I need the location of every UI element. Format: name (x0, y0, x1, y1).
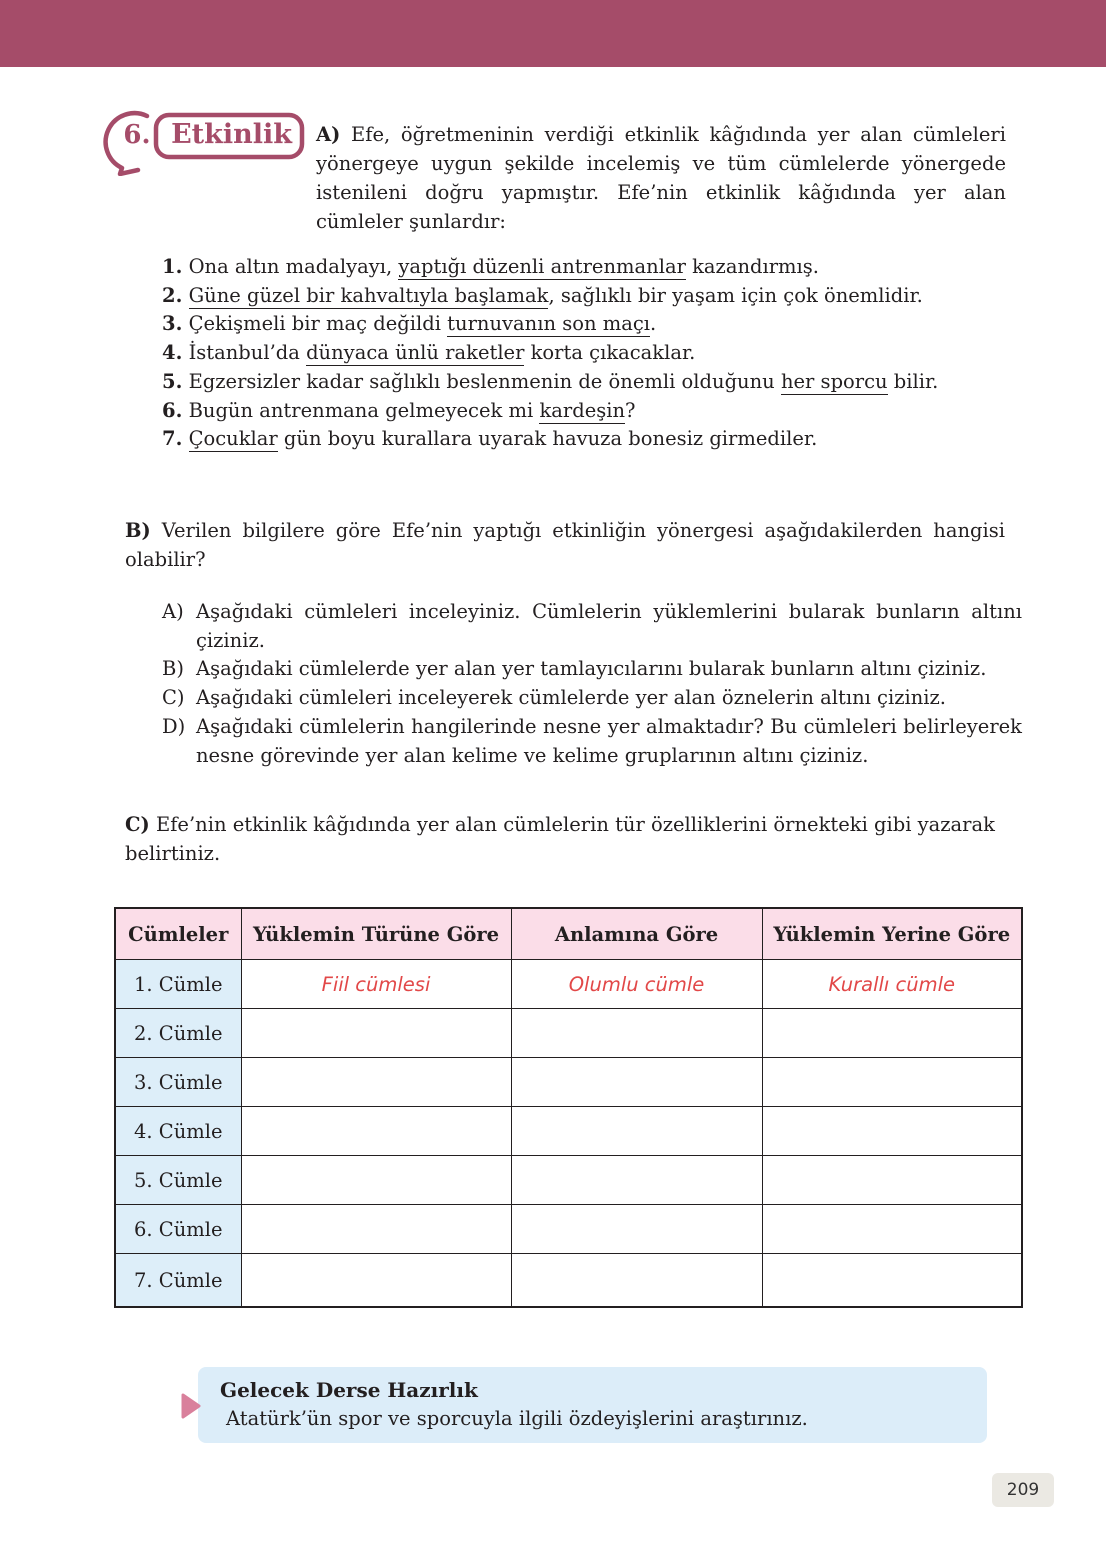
sentence-item (162, 368, 1062, 397)
answer-option-a[interactable] (162, 598, 1022, 655)
table-row (115, 1156, 1022, 1205)
answer-cell[interactable] (511, 1156, 762, 1205)
answer-cell[interactable] (511, 1254, 762, 1308)
row-label: 2. Cümle (115, 1009, 241, 1058)
sentence-number: 2. (162, 283, 183, 307)
answer-cell[interactable]: Kurallı cümle (762, 960, 1022, 1009)
answer-cell[interactable] (241, 1009, 511, 1058)
sentence-item (162, 253, 1062, 282)
sentence-number: 6. (162, 398, 183, 422)
underlined-phrase: her sporcu (780, 369, 888, 393)
answer-cell[interactable] (241, 1254, 511, 1308)
sentence-text: korta çıkacaklar. (524, 341, 696, 365)
sentence-list (162, 253, 1062, 454)
activity-badge (92, 110, 307, 176)
sentence-number: 4. (162, 341, 183, 365)
sentence-number: 5. (162, 369, 183, 393)
sentence-item (162, 425, 1062, 454)
answer-option-c[interactable] (162, 684, 1022, 713)
answer-cell[interactable] (511, 1009, 762, 1058)
answer-cell[interactable] (762, 1107, 1022, 1156)
sentence-item (162, 397, 1062, 426)
activity-number: 6. (123, 120, 151, 150)
sentence-item (162, 339, 1062, 368)
intro-prefix: A) (316, 123, 341, 146)
answer-options (162, 598, 1022, 770)
sentence-text: gün boyu kurallara uyarak havuza bonesiz girmediler. (277, 427, 818, 451)
play-arrow-icon (180, 1392, 202, 1420)
underlined-phrase: turnuvanın son maçı (447, 312, 650, 336)
underlined-phrase: yaptığı düzenli antrenmanlar (398, 255, 686, 278)
intro-text: Efe, öğretmeninin verdiği etkinlik kâğıdında yer alan cümleleri yönergeye uygun şekilde incelemiş ve tüm cümlelerde yönergede istenileni doğru yapmıştır. Efe’nin etkinlik kâğıdında yer alan cümleler şunlardır: (316, 123, 1006, 233)
part-b-question (125, 516, 1005, 574)
table-header: Cümleler (115, 908, 241, 960)
sentence-text: kazandırmış. (685, 255, 819, 278)
row-label: 5. Cümle (115, 1156, 241, 1205)
activity-label: Etkinlik (171, 119, 292, 150)
sentence-text: Bugün antrenmana gelmeyecek mi (188, 398, 540, 422)
table-row (115, 1058, 1022, 1107)
answer-cell[interactable]: Olumlu cümle (511, 960, 762, 1009)
option-text: Aşağıdaki cümlelerin hangilerinde nesne yer almaktadır? Bu cümleleri belirleyerek nesne görevinde yer alan kelime ve kelime gruplarının altını çiziniz. (196, 714, 1022, 767)
next-lesson-text: Atatürk’ün spor ve sporcuyla ilgili özdeyişlerini araştırınız. (226, 1407, 808, 1430)
part-c-instruction (125, 810, 1015, 868)
sentence-text: Ona altın madalyayı, (188, 255, 399, 278)
sentence-text: İstanbul’da (188, 341, 307, 365)
option-letter: D) (162, 714, 186, 738)
answer-cell[interactable] (241, 1156, 511, 1205)
answer-cell[interactable] (241, 1205, 511, 1254)
option-text: Aşağıdaki cümleleri inceleyerek cümlelerde yer alan öznelerin altını çiziniz. (196, 686, 946, 710)
answer-cell[interactable] (511, 1205, 762, 1254)
underlined-phrase: Güne güzel bir kahvaltıyla başlamak (188, 283, 549, 307)
underlined-phrase: kardeşin (539, 398, 626, 422)
row-label: 7. Cümle (115, 1254, 241, 1308)
table-row (115, 1205, 1022, 1254)
table-header: Yüklemin Yerine Göre (762, 908, 1022, 960)
table-header: Anlamına Göre (511, 908, 762, 960)
table-row (115, 960, 1022, 1009)
part-b-text: Verilen bilgilere göre Efe’nin yaptığı etkinliğin yönergesi aşağıdakilerden hangisi olabilir? (125, 519, 1005, 571)
row-label: 3. Cümle (115, 1058, 241, 1107)
sentence-number: 1. (162, 255, 183, 278)
answer-option-d[interactable] (162, 713, 1022, 770)
answer-cell[interactable] (762, 1009, 1022, 1058)
sentence-type-table (114, 907, 1023, 1308)
sentence-number: 7. (162, 427, 183, 451)
answer-cell[interactable] (241, 1107, 511, 1156)
sentence-text: Çekişmeli bir maç değildi (188, 312, 448, 336)
answer-cell[interactable] (241, 1058, 511, 1107)
answer-cell[interactable] (762, 1058, 1022, 1107)
part-b-prefix: B) (125, 519, 151, 542)
option-text: Aşağıdaki cümlelerde yer alan yer tamlayıcılarını bularak bunların altını çiziniz. (196, 657, 987, 681)
underlined-phrase: Çocuklar (188, 427, 278, 451)
answer-cell[interactable] (762, 1205, 1022, 1254)
sentence-text: . (649, 312, 657, 336)
sentence-item (162, 282, 1062, 311)
row-label: 6. Cümle (115, 1205, 241, 1254)
answer-cell[interactable] (511, 1058, 762, 1107)
option-letter: B) (162, 657, 184, 681)
next-lesson-title: Gelecek Derse Hazırlık (220, 1378, 478, 1402)
page-number: 209 (992, 1473, 1054, 1507)
option-text: Aşağıdaki cümleleri inceleyiniz. Cümlelerin yüklemlerini bularak bunların altını çiziniz. (196, 600, 1022, 652)
top-banner (0, 0, 1106, 67)
option-letter: C) (162, 686, 185, 710)
table-header: Yüklemin Türüne Göre (241, 908, 511, 960)
intro-paragraph (316, 120, 1006, 236)
sentence-item (162, 310, 1062, 339)
sentence-text: bilir. (887, 369, 939, 393)
row-label: 1. Cümle (115, 960, 241, 1009)
sentence-text: , sağlıklı bir yaşam için çok önemlidir. (548, 283, 923, 307)
table-row (115, 1107, 1022, 1156)
answer-option-b[interactable] (162, 655, 1022, 684)
option-letter: A) (162, 600, 184, 623)
sentence-text: Egzersizler kadar sağlıklı beslenmenin de önemli olduğunu (188, 369, 781, 393)
answer-cell[interactable]: Fiil cümlesi (241, 960, 511, 1009)
table-header-row (115, 908, 1022, 960)
sentence-text: ? (625, 398, 636, 422)
answer-cell[interactable] (762, 1156, 1022, 1205)
sentence-number: 3. (162, 312, 183, 336)
answer-cell[interactable] (511, 1107, 762, 1156)
underlined-phrase: dünyaca ünlü raketler (306, 341, 525, 365)
table-row (115, 1254, 1022, 1308)
row-label: 4. Cümle (115, 1107, 241, 1156)
part-c-prefix: C) (125, 813, 150, 836)
answer-cell[interactable] (762, 1254, 1022, 1308)
part-c-text: Efe’nin etkinlik kâğıdında yer alan cümlelerin tür özelliklerini örnekteki gibi yazarak belirtiniz. (125, 813, 995, 865)
table-row (115, 1009, 1022, 1058)
